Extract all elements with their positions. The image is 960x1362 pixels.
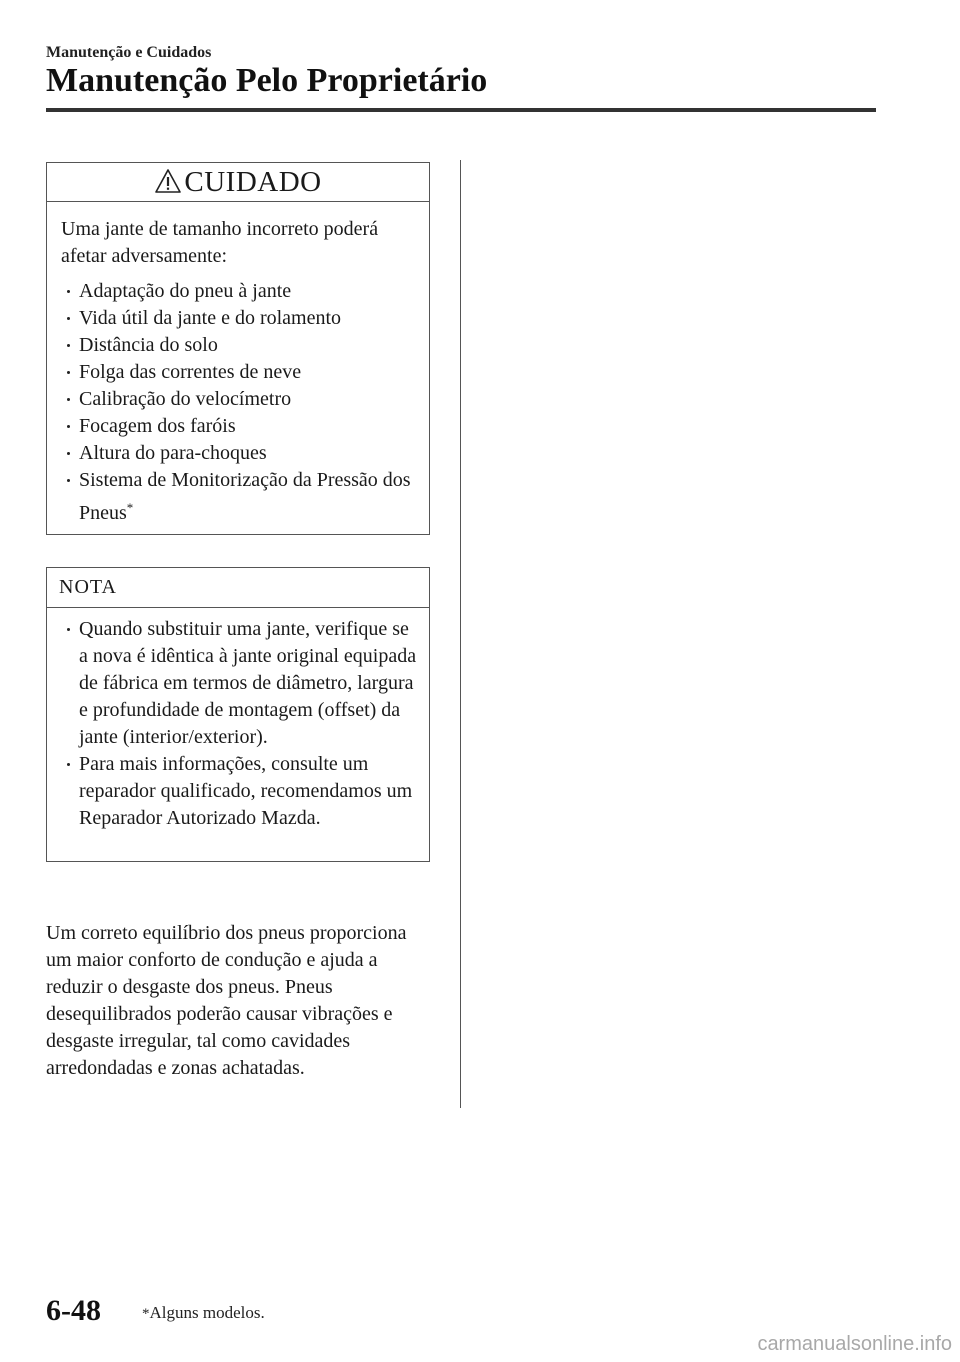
caution-item: Sistema de Monitorização da Pressão dos Pneus* bbox=[61, 467, 419, 527]
caution-item: Vida útil da jante e do rolamento bbox=[61, 305, 419, 332]
caution-item: Distância do solo bbox=[61, 332, 419, 359]
caution-title: CUIDADO bbox=[184, 165, 322, 198]
caution-item: Adaptação do pneu à jante bbox=[61, 278, 419, 305]
note-item: Quando substituir uma jante, verifique se a nova é idêntica à jante original equipada de fábrica em termos de diâmetro, largura e profundidade de montagem (offset) da jante (interior/exterior). bbox=[61, 616, 419, 751]
title-rule bbox=[46, 108, 876, 112]
caution-item: Focagem dos faróis bbox=[61, 413, 419, 440]
note-item: Para mais informações, consulte um reparador qualificado, recomendamos um Reparador Autorizado Mazda. bbox=[61, 751, 419, 832]
page-title: Manutenção Pelo Proprietário bbox=[46, 62, 488, 99]
warning-triangle-icon bbox=[154, 168, 182, 194]
note-list bbox=[61, 616, 419, 832]
section-label: Manutenção e Cuidados bbox=[46, 44, 212, 61]
caution-intro: Uma jante de tamanho incorreto poderá afetar adversamente: bbox=[61, 218, 379, 267]
body-paragraph: Um correto equilíbrio dos pneus proporciona um maior conforto de condução e ajuda a reduzir o desgaste dos pneus. Pneus desequilibrados poderão causar vibrações e desgaste irregular, tal como cavidades arredondadas e zonas achatadas. bbox=[46, 922, 407, 1079]
page-number: 6-48 bbox=[46, 1294, 101, 1327]
footnote-mark: * bbox=[142, 1306, 150, 1322]
asterisk-marker: * bbox=[126, 500, 134, 515]
note-box bbox=[46, 567, 430, 862]
watermark-text: carmanualsonline.info bbox=[757, 1333, 952, 1355]
caution-header bbox=[47, 163, 429, 202]
note-body bbox=[47, 608, 429, 832]
note-header: NOTA bbox=[47, 568, 429, 608]
column-divider bbox=[460, 160, 461, 1108]
caution-item: Folga das correntes de neve bbox=[61, 359, 419, 386]
footnote-text: Alguns modelos. bbox=[149, 1303, 265, 1322]
footnote bbox=[142, 1303, 265, 1323]
caution-body bbox=[47, 202, 429, 527]
caution-item: Calibração do velocímetro bbox=[61, 386, 419, 413]
caution-list bbox=[61, 278, 419, 527]
caution-item: Altura do para-choques bbox=[61, 440, 419, 467]
caution-box bbox=[46, 162, 430, 535]
